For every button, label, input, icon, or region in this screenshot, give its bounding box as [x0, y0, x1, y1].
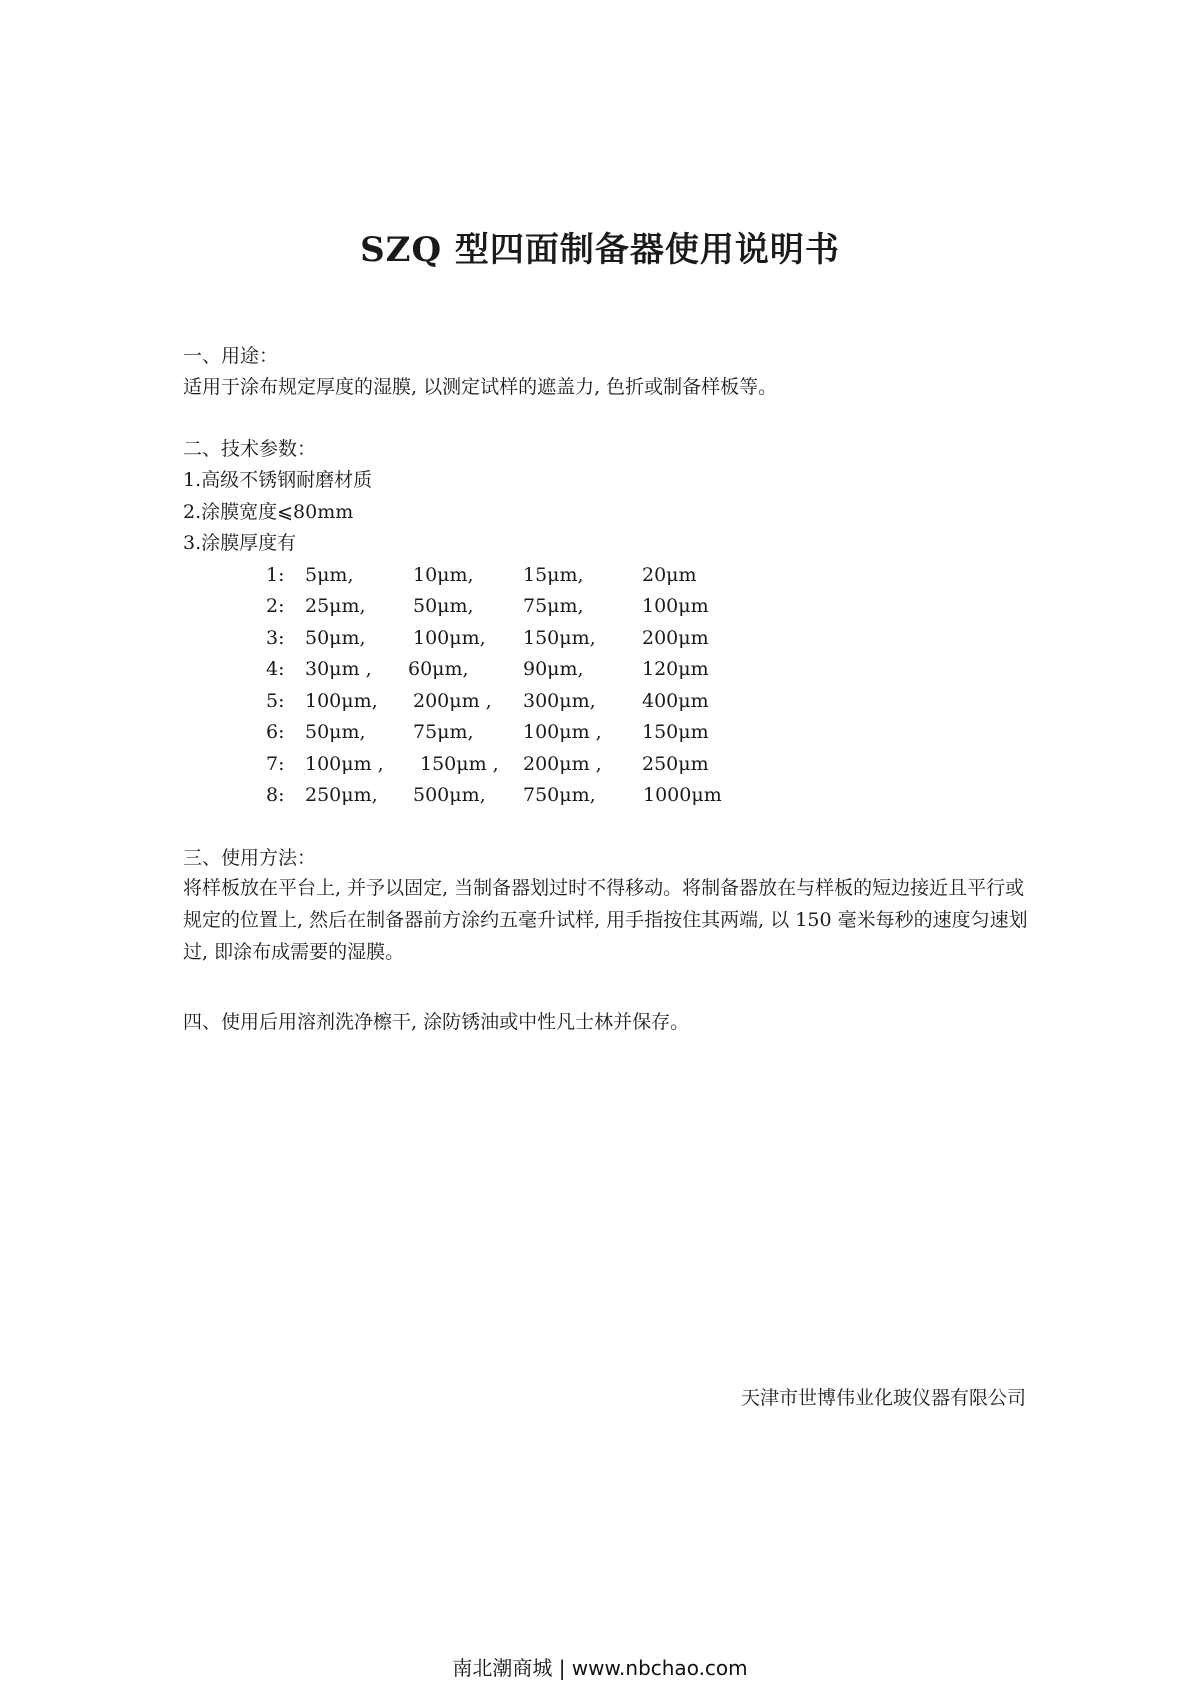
thickness-value: 75μm, — [413, 721, 474, 743]
section-method-heading: 三、使用方法： — [183, 847, 317, 869]
section-maintenance: 四、使用后用溶剂洗净檫干, 涂防锈油或中性凡士林并保存。 — [183, 1011, 690, 1033]
thickness-value: 30μm , — [305, 658, 372, 680]
thickness-value: 75μm, — [523, 595, 584, 617]
row-number: 8: — [266, 784, 285, 806]
thickness-value: 200μm , — [523, 753, 602, 775]
thickness-value: 50μm, — [305, 627, 366, 649]
thickness-value: 150μm — [642, 721, 709, 743]
row-number: 2: — [266, 595, 285, 617]
thickness-row — [0, 752, 1200, 776]
thickness-value: 100μm, — [305, 690, 378, 712]
thickness-value: 5μm, — [305, 564, 354, 586]
thickness-value: 500μm, — [413, 784, 486, 806]
spec-item-width: 2.涂膜宽度⩽80mm — [183, 501, 354, 523]
thickness-row — [0, 720, 1200, 744]
thickness-value: 150μm , — [420, 753, 499, 775]
row-number: 7: — [266, 753, 285, 775]
thickness-value: 120μm — [642, 658, 709, 680]
thickness-value: 90μm, — [523, 658, 584, 680]
thickness-value: 250μm, — [305, 784, 378, 806]
thickness-row — [0, 657, 1200, 681]
section-usage-body: 适用于涂布规定厚度的湿膜, 以测定试样的遮盖力, 色折或制备样板等。 — [183, 376, 778, 398]
thickness-value: 60μm, — [408, 658, 469, 680]
row-number: 5: — [266, 690, 285, 712]
thickness-value: 100μm, — [413, 627, 486, 649]
thickness-value: 300μm, — [523, 690, 596, 712]
thickness-value: 100μm , — [523, 721, 602, 743]
thickness-value: 50μm, — [413, 595, 474, 617]
footer-watermark: 南北潮商城 | www.nbchao.com — [452, 1656, 748, 1680]
thickness-value: 250μm — [642, 753, 709, 775]
thickness-value: 400μm — [642, 690, 709, 712]
thickness-row — [0, 626, 1200, 650]
section-specs-heading: 二、技术参数： — [183, 438, 317, 460]
thickness-value: 15μm, — [523, 564, 584, 586]
spec-item-thickness: 3.涂膜厚度有 — [183, 532, 297, 554]
row-number: 6: — [266, 721, 285, 743]
thickness-value: 750μm, — [523, 784, 596, 806]
row-number: 4: — [266, 658, 285, 680]
spec-item-material: 1.高级不锈钢耐磨材质 — [183, 469, 373, 491]
thickness-value: 200μm , — [413, 690, 492, 712]
thickness-value: 150μm, — [523, 627, 596, 649]
thickness-row — [0, 783, 1200, 807]
thickness-row — [0, 563, 1200, 587]
thickness-value: 25μm, — [305, 595, 366, 617]
section-method-body: 将样板放在平台上, 并予以固定, 当制备器划过时不得移动。将制备器放在与样板的短边接近且平行或规定的位置上, 然后在制备器前方涂约五毫升试样, 用手指按住其两端, 以 150 毫米每秒的速度匀速划过, 即涂布成需要的湿膜。 — [183, 877, 1028, 963]
row-number: 3: — [266, 627, 285, 649]
document-title: SZQ 型四面制备器使用说明书 — [360, 230, 840, 270]
thickness-value: 10μm, — [413, 564, 474, 586]
thickness-row — [0, 689, 1200, 713]
row-number: 1: — [266, 564, 285, 586]
thickness-row — [0, 594, 1200, 618]
section-usage-heading: 一、用途： — [183, 345, 279, 367]
company-name: 天津市世博伟业化玻仪器有限公司 — [740, 1387, 1026, 1409]
thickness-value: 100μm , — [305, 753, 384, 775]
thickness-value: 20μm — [642, 564, 697, 586]
thickness-value: 50μm, — [305, 721, 366, 743]
thickness-value: 200μm — [642, 627, 709, 649]
thickness-value: 100μm — [642, 595, 709, 617]
thickness-value: 1000μm — [643, 784, 722, 806]
